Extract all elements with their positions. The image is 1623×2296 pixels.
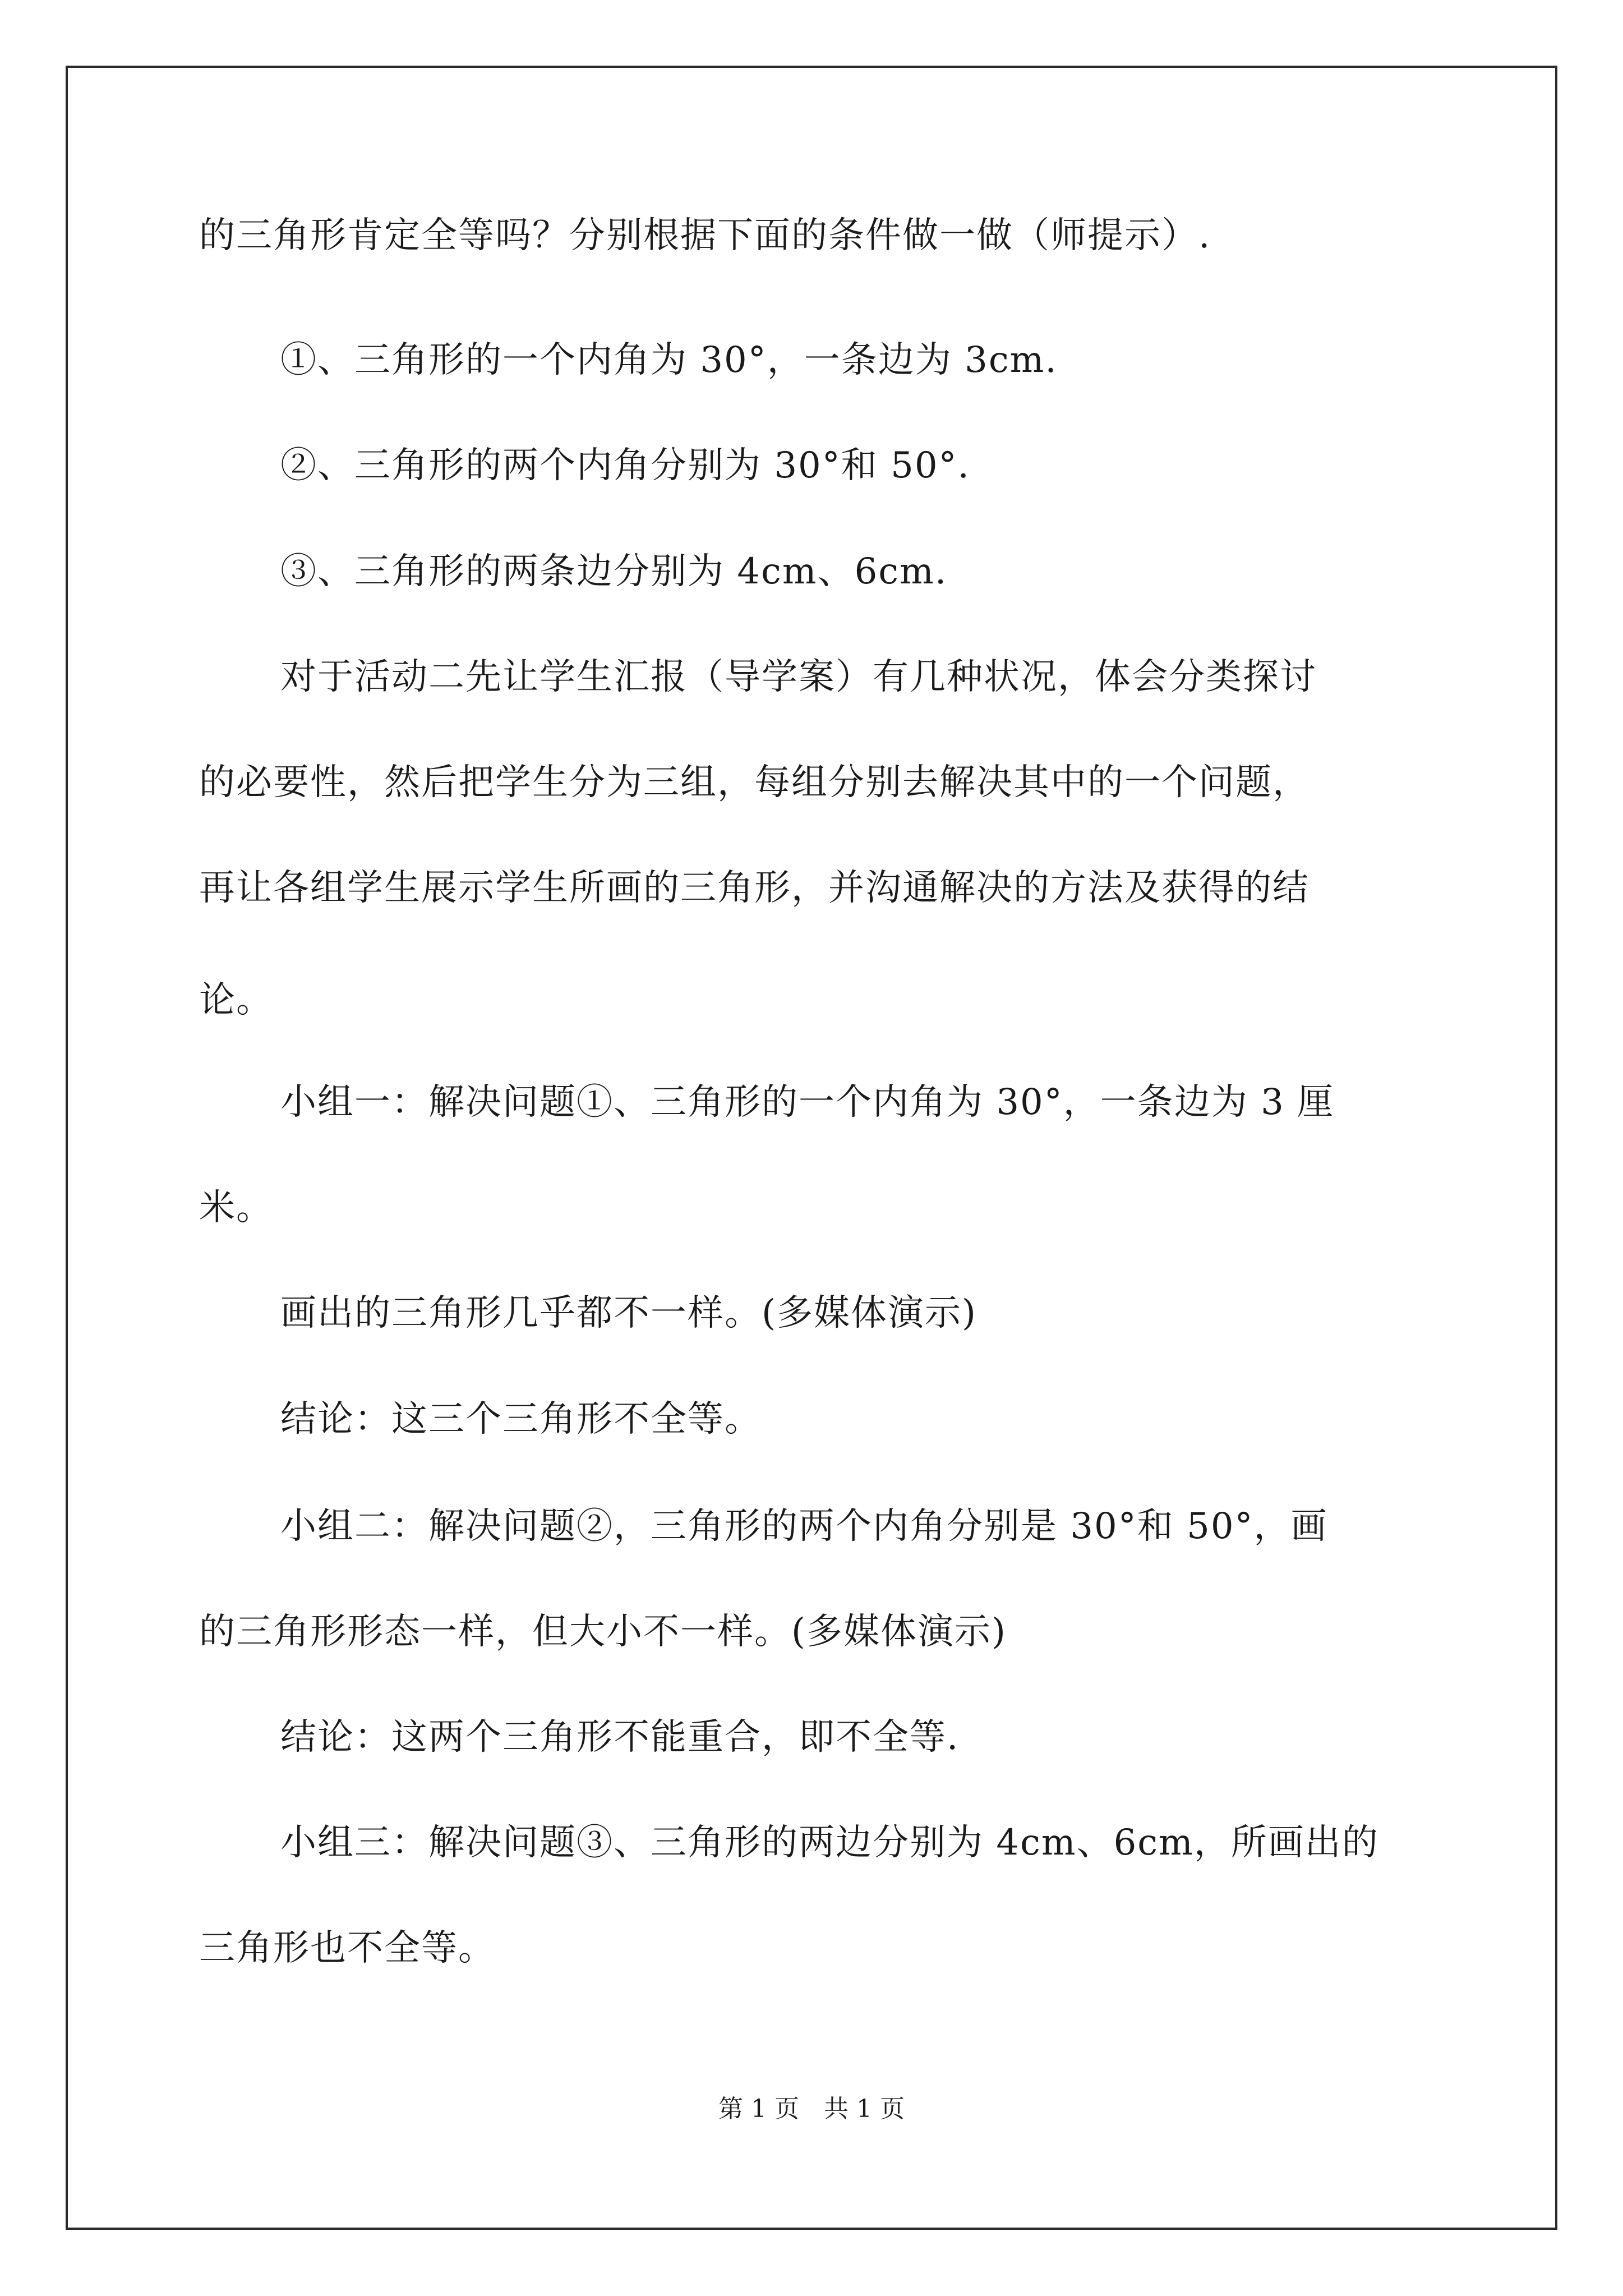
text-line: 小组一：解决问题①、三角形的一个内角为 30°，一条边为 3 厘 <box>280 1082 1335 1123</box>
text-line: 小组二：解决问题②，三角形的两个内角分别是 30°和 50°，画 <box>280 1506 1328 1547</box>
text-line: 的必要性，然后把学生分为三组，每组分别去解决其中的一个问题， <box>199 762 1310 803</box>
text-line: 论。 <box>199 979 273 1021</box>
text-line: ②、三角形的两个内角分别为 30°和 50°. <box>280 445 970 486</box>
text-line: 米。 <box>199 1187 273 1228</box>
text-line: 对于活动二先让学生汇报（导学案）有几种状况，体会分类探讨 <box>280 656 1317 698</box>
page-number-footer: 第 1 页 共 1 页 <box>718 2095 905 2123</box>
text-line: 的三角形肯定全等吗？分别根据下面的条件做一做（师提示）. <box>199 215 1211 256</box>
text-line: ①、三角形的一个内角为 30°，一条边为 3cm. <box>280 339 1058 381</box>
text-line: 的三角形形态一样，但大小不一样。(多媒体演示) <box>199 1611 1007 1653</box>
text-line: 小组三：解决问题③、三角形的两边分别为 4cm、6cm，所画出的 <box>280 1822 1379 1864</box>
text-line: 结论：这三个三角形不全等。 <box>280 1398 762 1440</box>
text-line: 三角形也不全等。 <box>199 1927 495 1969</box>
text-line: 画出的三角形几乎都不一样。(多媒体演示) <box>280 1292 977 1334</box>
text-line: 再让各组学生展示学生所画的三角形，并沟通解决的方法及获得的结 <box>199 867 1310 909</box>
text-line: 结论：这两个三角形不能重合，即不全等. <box>280 1717 960 1758</box>
text-line: ③、三角形的两条边分别为 4cm、6cm. <box>280 551 948 592</box>
page-border <box>66 66 1557 2230</box>
